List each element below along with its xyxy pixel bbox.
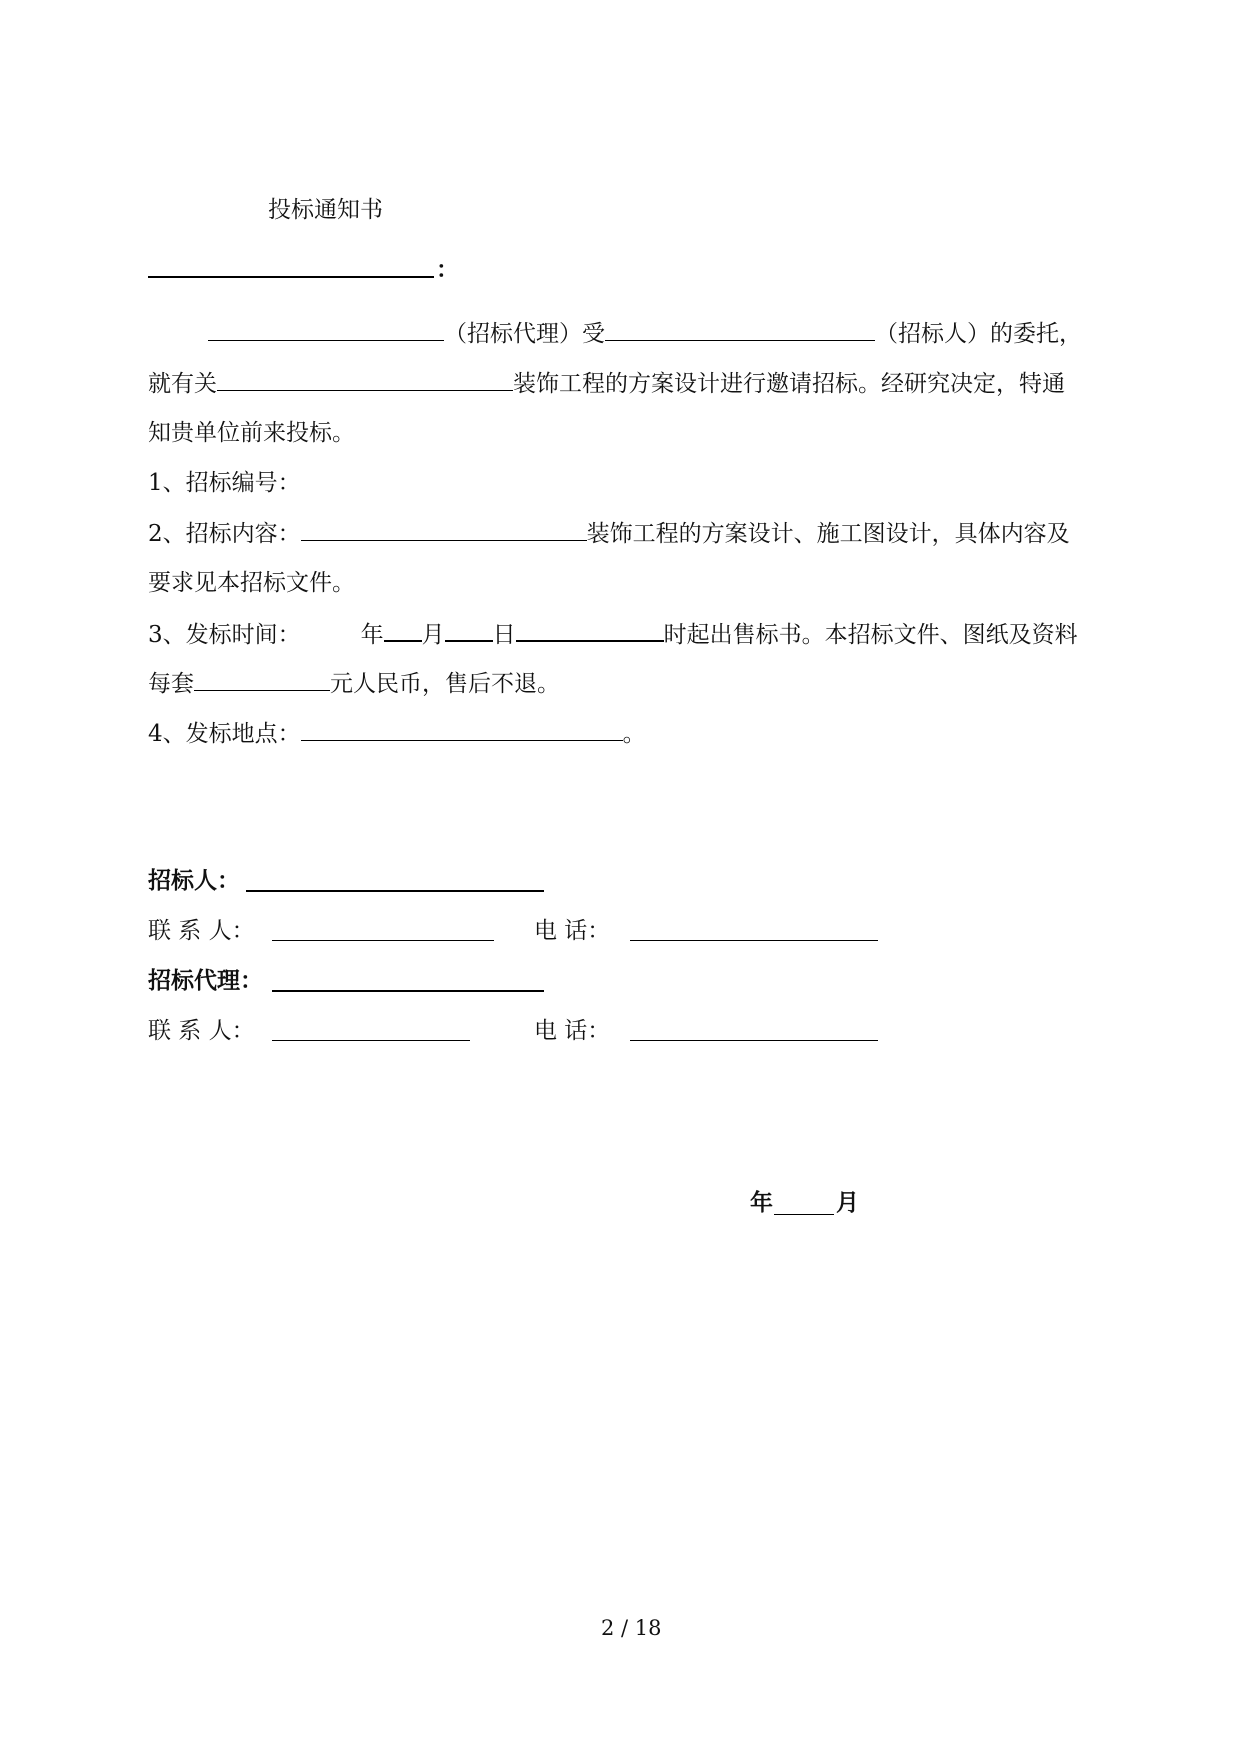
date-month-blank bbox=[774, 1214, 834, 1215]
agent-sign-blank bbox=[272, 990, 544, 992]
tenderer-suffix: （招标人）的委托， bbox=[875, 321, 1082, 347]
intro-line-2 bbox=[148, 368, 1065, 399]
line2-prefix: 就有关 bbox=[148, 371, 217, 397]
item3-cont-suffix: 元人民币，售后不退。 bbox=[330, 671, 560, 697]
tenderer-blank bbox=[605, 318, 875, 341]
item4-suffix: 。 bbox=[622, 721, 646, 747]
project-blank bbox=[217, 368, 513, 391]
line2-suffix: 装饰工程的方案设计进行邀请招标。经研究决定，特通 bbox=[513, 371, 1065, 397]
tenderer-label: 招标人： bbox=[148, 868, 240, 894]
page-title: 投标通知书 bbox=[268, 197, 383, 223]
date-year: 年 bbox=[750, 1190, 773, 1216]
intro-line-3: 知贵单位前来投标。 bbox=[148, 420, 355, 446]
content-blank bbox=[301, 518, 587, 541]
agent-label: 招标代理： bbox=[148, 968, 263, 994]
item-2 bbox=[148, 518, 1070, 549]
intro-line-1 bbox=[208, 318, 1082, 349]
phone-label: 电 话： bbox=[534, 918, 611, 944]
item3-suffix: 时起出售标书。本招标文件、图纸及资料 bbox=[663, 622, 1078, 648]
day-blank bbox=[445, 618, 493, 642]
contact-blank bbox=[272, 940, 494, 941]
contact-label: 联 系 人： bbox=[148, 918, 255, 944]
item2-prefix: 2、招标内容： bbox=[148, 521, 301, 547]
item3-year: 年 bbox=[360, 622, 384, 648]
date-month: 月 bbox=[836, 1190, 859, 1216]
item-4 bbox=[148, 718, 646, 749]
item-3-continued bbox=[148, 668, 560, 699]
item3-month: 月 bbox=[421, 622, 445, 648]
phone2-blank bbox=[630, 1040, 878, 1041]
location-blank bbox=[301, 718, 623, 741]
phone-blank bbox=[630, 940, 878, 941]
item2-suffix: 装饰工程的方案设计、施工图设计，具体内容及 bbox=[586, 521, 1070, 547]
page-number: 2 / 18 bbox=[601, 1616, 662, 1640]
agent-blank bbox=[208, 318, 444, 341]
item-1: 1、招标编号： bbox=[148, 470, 301, 496]
recipient-blank bbox=[148, 276, 434, 278]
contact2-label: 联 系 人： bbox=[148, 1018, 255, 1044]
contact2-blank bbox=[272, 1040, 470, 1041]
item-3 bbox=[148, 618, 1078, 650]
hour-blank bbox=[516, 618, 664, 642]
tenderer-sign-blank bbox=[246, 890, 544, 892]
item3-cont-prefix: 每套 bbox=[148, 671, 194, 697]
item3-day: 日 bbox=[492, 622, 516, 648]
item3-prefix: 3、发标时间： bbox=[148, 622, 301, 648]
salutation-colon: ： bbox=[436, 257, 459, 283]
agent-suffix: （招标代理）受 bbox=[444, 321, 605, 347]
price-blank bbox=[194, 668, 330, 691]
month-blank bbox=[384, 618, 422, 642]
item4-prefix: 4、发标地点： bbox=[148, 721, 301, 747]
item-2-continued: 要求见本招标文件。 bbox=[148, 570, 355, 596]
phone2-label: 电 话： bbox=[534, 1018, 611, 1044]
